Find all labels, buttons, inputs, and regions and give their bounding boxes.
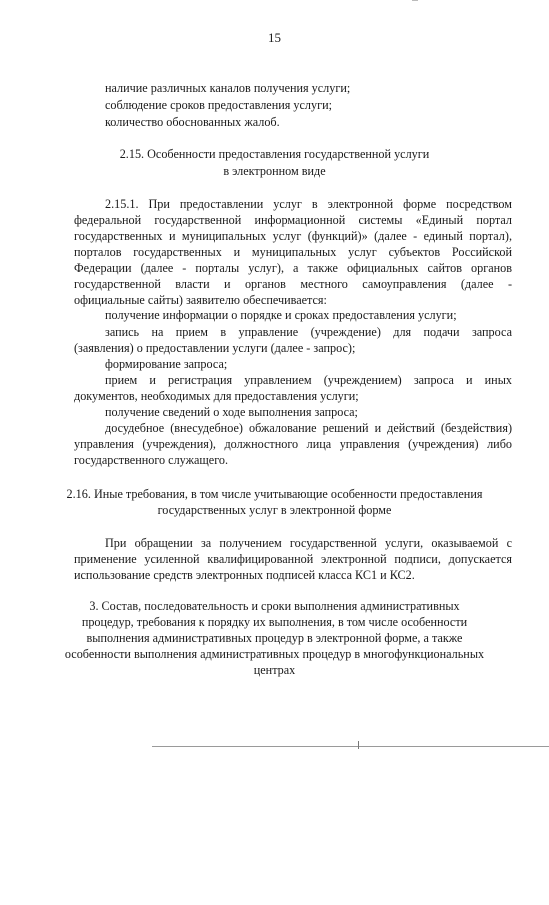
list-item: получение информации о порядке и сроках предоставления услуги; <box>105 308 457 322</box>
footer-rule-tick <box>358 741 359 749</box>
section-heading-3: 3. Состав, последовательность и сроки выполнения административных <box>89 599 460 613</box>
list-item: запись на прием в управление (учреждение) для подачи запроса <box>105 325 512 339</box>
footer-rule <box>152 746 549 747</box>
scan-mark <box>412 0 418 6</box>
section-heading-2-15: 2.15. Особенности предоставления государственной услуги <box>119 147 430 161</box>
list-item-cont: (заявления) о предоставлении услуги (далее - запрос); <box>74 341 356 355</box>
paragraph-line: При обращении за получением государственной услуги, оказываемой с <box>105 536 512 550</box>
list-item: количество обоснованных жалоб. <box>105 115 280 129</box>
paragraph-line: использование средств электронных подписей класса КС1 и КС2. <box>74 568 415 582</box>
section-heading-2-15-cont: в электронном виде <box>223 164 326 178</box>
list-item: получение сведений о ходе выполнения запроса; <box>105 405 358 419</box>
list-item: наличие различных каналов получения услуги; <box>105 81 351 95</box>
paragraph-line: порталов государственных и муниципальных услуг субъектов Российской <box>74 245 512 259</box>
page-number: 15 <box>268 30 281 45</box>
paragraph-line: Федерации (далее - порталы услуг), а также официальных сайтов органов <box>74 261 512 275</box>
paragraph-line: официальные сайты) заявителю обеспечивается: <box>74 293 327 307</box>
paragraph-line: федеральной государственной информационной системы «Единый портал <box>74 213 512 227</box>
section-heading-2-16: 2.16. Иные требования, в том числе учитывающие особенности предоставления <box>66 487 483 501</box>
section-heading-3-cont: выполнения административных процедур в электронной форме, а также <box>86 631 463 645</box>
list-item: досудебное (внесудебное) обжалование решений и действий (бездействия) <box>105 421 512 435</box>
paragraph-line: 2.15.1. При предоставлении услуг в электронной форме посредством <box>105 197 512 211</box>
paragraph-line: государственной власти и органов местного самоуправления (далее - <box>74 277 512 291</box>
list-item-cont: государственного служащего. <box>74 453 229 467</box>
paragraph-line: применение усиленной квалифицированной электронной подписи, допускается <box>74 552 512 566</box>
list-item-cont: документов, необходимых для предоставления услуги; <box>74 389 359 403</box>
list-item-cont: управления (учреждения), должностного лица управления (учреждения) либо <box>74 437 512 451</box>
paragraph-line: государственных и муниципальных услуг (функций)» (далее - единый портал), <box>74 229 512 243</box>
section-heading-2-16-cont: государственных услуг в электронной форме <box>157 503 392 517</box>
list-item: формирование запроса; <box>105 357 228 371</box>
list-item: прием и регистрация управлением (учреждением) запроса и иных <box>105 373 512 387</box>
section-heading-3-cont: центрах <box>253 663 296 677</box>
section-heading-3-cont: особенности выполнения административных процедур в многофункциональных <box>64 647 485 661</box>
list-item: соблюдение сроков предоставления услуги; <box>105 98 332 112</box>
section-heading-3-cont: процедур, требования к порядку их выполнения, в том числе особенности <box>81 615 468 629</box>
